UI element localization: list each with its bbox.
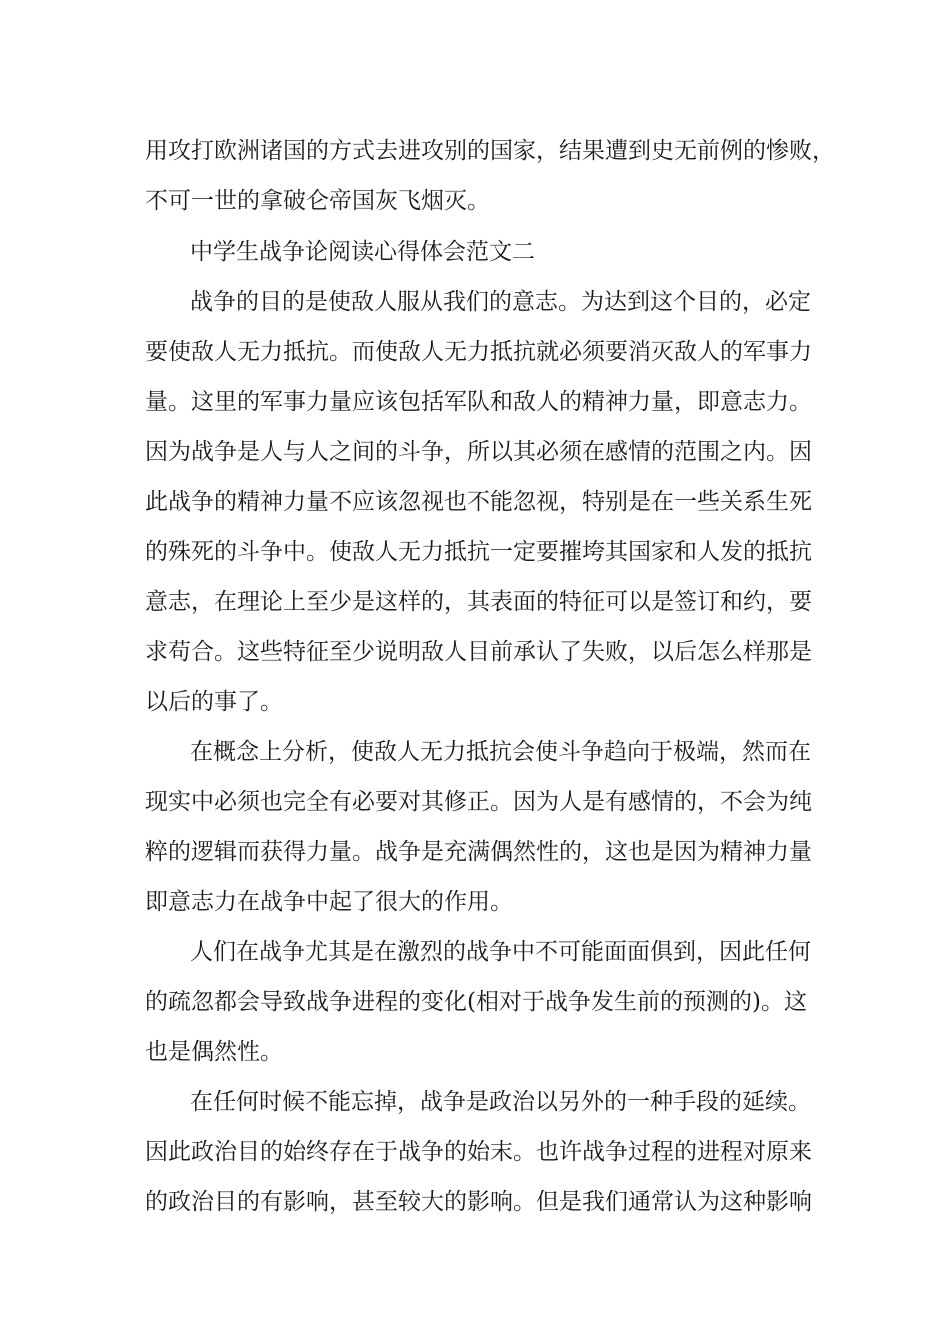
paragraph-line: 在任何时候不能忘掉，战争是政治以另外的一种手段的延续。 [190,1089,811,1115]
paragraph-line: 的疏忽都会导致战争进程的变化(相对于战争发生前的预测的)。这 [145,989,807,1015]
paragraph-line: 因此政治目的始终存在于战争的始末。也许战争过程的进程对原来 [145,1139,812,1165]
paragraph-line: 求苟合。这些特征至少说明敌人目前承认了失败，以后怎么样那是 [145,639,812,665]
paragraph-line: 粹的逻辑而获得力量。战争是充满偶然性的，这也是因为精神力量 [145,839,812,865]
text-line: 用攻打欧洲诸国的方式去进攻别的国家，结果遭到史无前例的惨败， [145,138,835,164]
paragraph-line: 战争的目的是使敌人服从我们的意志。为达到这个目的，必定 [190,289,811,315]
paragraph-line: 此战争的精神力量不应该忽视也不能忽视，特别是在一些关系生死 [145,489,812,515]
paragraph-line: 在概念上分析，使敌人无力抵抗会使斗争趋向于极端，然而在 [190,739,811,765]
paragraph-line: 要使敌人无力抵抗。而使敌人无力抵抗就必须要消灭敌人的军事力 [145,339,812,365]
paragraph-line: 因为战争是人与人之间的斗争，所以其必须在感情的范围之内。因 [145,439,812,465]
text-line: 不可一世的拿破仑帝国灰飞烟灭。 [145,188,490,214]
paragraph-line: 意志，在理论上至少是这样的，其表面的特征可以是签订和约，要 [145,589,812,615]
paragraph-line: 也是偶然性。 [145,1039,283,1065]
paragraph-line: 以后的事了。 [145,689,283,715]
section-heading: 中学生战争论阅读心得体会范文二 [190,239,535,265]
paragraph-line: 即意志力在战争中起了很大的作用。 [145,889,513,915]
paragraph-line: 人们在战争尤其是在激烈的战争中不可能面面俱到，因此任何 [190,939,811,965]
paragraph-line: 的殊死的斗争中。使敌人无力抵抗一定要摧垮其国家和人发的抵抗 [145,539,812,565]
paragraph-line: 的政治目的有影响，甚至较大的影响。但是我们通常认为这种影响 [145,1189,812,1215]
paragraph-line: 量。这里的军事力量应该包括军队和敌人的精神力量，即意志力。 [145,389,812,415]
paragraph-line: 现实中必须也完全有必要对其修正。因为人是有感情的，不会为纯 [145,789,812,815]
